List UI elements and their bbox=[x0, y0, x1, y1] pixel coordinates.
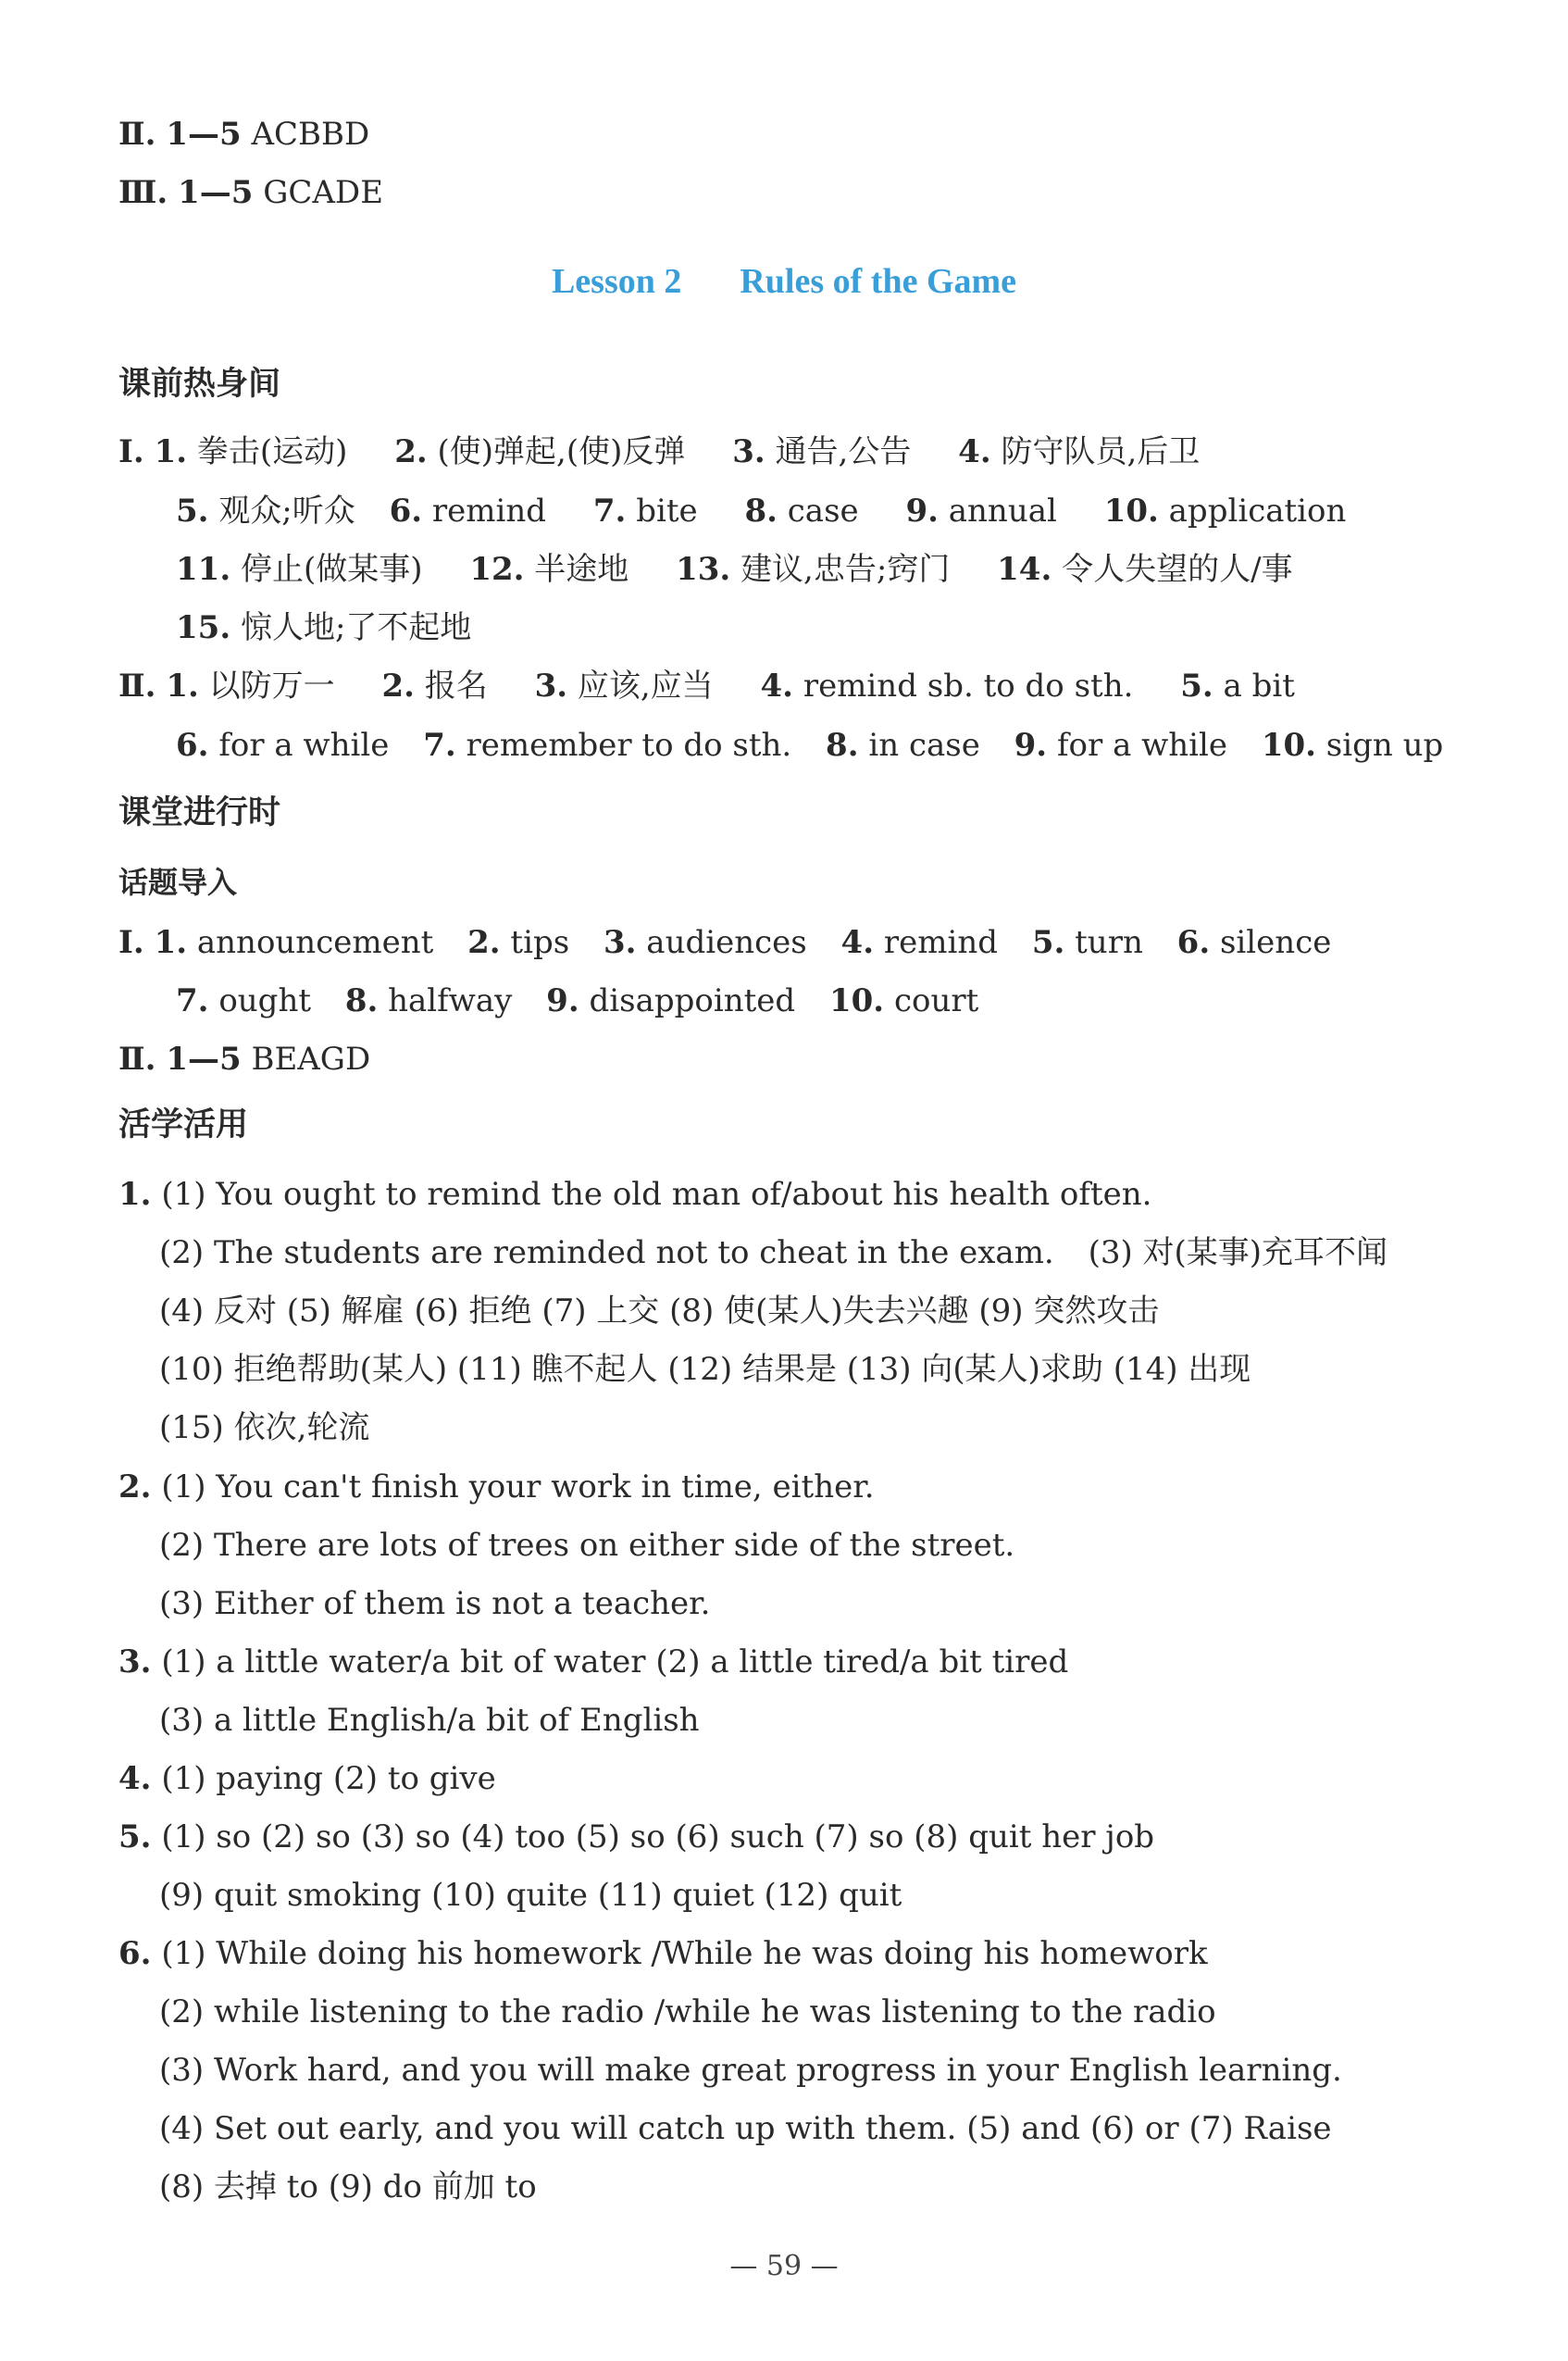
item-text: turn bbox=[1075, 924, 1143, 961]
item-num: 6. bbox=[176, 727, 209, 764]
q2-line3: (3) Either of them is not a teacher. bbox=[159, 1585, 711, 1622]
item-text: 报名 bbox=[424, 668, 488, 705]
answer-text: GCADE bbox=[263, 174, 384, 211]
item-text: ought bbox=[218, 982, 312, 1019]
item-num: 1. bbox=[154, 924, 188, 961]
item-num: 2. bbox=[394, 433, 428, 470]
item-text: remind bbox=[431, 493, 547, 530]
item-text: audiences bbox=[646, 924, 807, 961]
lesson-number: Lesson 2 bbox=[551, 262, 682, 301]
warm-p1-row4 bbox=[176, 607, 471, 648]
item-num: 11. bbox=[176, 551, 231, 588]
item-num: 4. bbox=[840, 924, 875, 961]
item-text: 令人失望的人/事 bbox=[1062, 551, 1293, 588]
item-num: 7. bbox=[176, 982, 209, 1019]
q1-line4: (10) 拒绝帮助(某人) (11) 瞧不起人 (12) 结果是 (13) 向(某人)求助 (14) 出现 bbox=[159, 1351, 1251, 1388]
q2-line2: (2) There are lots of trees on either side of the street. bbox=[159, 1527, 1015, 1564]
q1-line2 bbox=[159, 1232, 1388, 1273]
class-p1-row1 bbox=[118, 922, 1331, 963]
item-text: for a while bbox=[1056, 727, 1228, 764]
item-num: 8. bbox=[344, 982, 379, 1019]
item-num: 10. bbox=[828, 982, 885, 1019]
line-text: (1) so (2) so (3) so (4) too (5) so (6) such (7) so (8) quit her job bbox=[161, 1818, 1155, 1855]
topic-heading: 话题导入 bbox=[118, 865, 238, 900]
item-num: 6. bbox=[389, 493, 423, 530]
item-text: case bbox=[787, 493, 859, 530]
class-heading: 课堂进行时 bbox=[118, 794, 281, 831]
top-part-2 bbox=[118, 114, 369, 155]
range: 1—5 bbox=[166, 1041, 242, 1078]
item-num: 5. bbox=[176, 493, 209, 530]
warm-p2-row2 bbox=[176, 725, 1443, 766]
item-text: 应该,应当 bbox=[577, 668, 714, 705]
item-text: application bbox=[1168, 493, 1347, 530]
item-text: for a while bbox=[218, 727, 390, 764]
item-num: 9. bbox=[905, 493, 939, 530]
q3-line1 bbox=[118, 1642, 1068, 1682]
line-text: (1) While doing his homework /While he was doing his homework bbox=[161, 1935, 1208, 1972]
question-num: 3. bbox=[118, 1643, 152, 1680]
warmup-heading: 课前热身间 bbox=[118, 366, 281, 403]
item-text: 半途地 bbox=[534, 551, 629, 588]
part-label: Ⅰ. bbox=[118, 433, 144, 470]
q6-line5: (8) 去掉 to (9) do 前加 to bbox=[159, 2168, 537, 2205]
line-text: (1) paying (2) to give bbox=[161, 1760, 496, 1797]
item-num: 4. bbox=[958, 433, 991, 470]
item-num: 14. bbox=[997, 551, 1052, 588]
item-text: 拳击(运动) bbox=[196, 433, 348, 470]
item-num: 1. bbox=[166, 668, 199, 705]
question-num: 5. bbox=[118, 1818, 152, 1855]
item-text: annual bbox=[948, 493, 1057, 530]
class-p1-row2 bbox=[176, 981, 978, 1021]
top-part-3 bbox=[118, 172, 383, 213]
item-num: 2. bbox=[381, 668, 415, 705]
item-num: 4. bbox=[760, 668, 793, 705]
item-num: 9. bbox=[546, 982, 579, 1019]
item-num: 8. bbox=[744, 493, 778, 530]
q4-line1 bbox=[118, 1758, 496, 1799]
item-num: 9. bbox=[1014, 727, 1048, 764]
part-label: Ⅲ. bbox=[118, 174, 168, 211]
item-text: 通告,公告 bbox=[775, 433, 912, 470]
q1-line1 bbox=[118, 1174, 1151, 1215]
line-text: (3) 对(某事)充耳不闻 bbox=[1088, 1234, 1388, 1271]
line-text: (1) You ought to remind the old man of/about his health often. bbox=[161, 1176, 1152, 1213]
item-num: 10. bbox=[1261, 727, 1316, 764]
question-num: 2. bbox=[118, 1468, 152, 1505]
answer-text: ACBBD bbox=[251, 116, 370, 153]
q6-line2: (2) while listening to the radio /while he was listening to the radio bbox=[159, 1993, 1216, 2030]
q6-line3: (3) Work hard, and you will make great progress in your English learning. bbox=[159, 2052, 1342, 2089]
item-num: 3. bbox=[603, 924, 637, 961]
line-text: (2) The students are reminded not to cheat in the exam. bbox=[159, 1234, 1054, 1271]
q1-line5: (15) 依次,轮流 bbox=[159, 1409, 370, 1446]
item-text: remember to do sth. bbox=[466, 727, 792, 764]
item-num: 2. bbox=[467, 924, 501, 961]
q1-line3: (4) 反对 (5) 解雇 (6) 拒绝 (7) 上交 (8) 使(某人)失去兴趣 (9) 突然攻击 bbox=[159, 1293, 1160, 1330]
item-num: 1. bbox=[154, 433, 188, 470]
line-text: (1) You can't finish your work in time, either. bbox=[161, 1468, 875, 1505]
item-text: announcement bbox=[196, 924, 434, 961]
item-text: sign up bbox=[1325, 727, 1444, 764]
item-text: 观众;听众 bbox=[218, 493, 355, 530]
item-num: 3. bbox=[732, 433, 765, 470]
item-text: 防守队员,后卫 bbox=[1001, 433, 1201, 470]
warm-p1-row1 bbox=[118, 431, 1200, 472]
item-num: 5. bbox=[1031, 924, 1065, 961]
q5-line1 bbox=[118, 1817, 1154, 1857]
part-label: Ⅱ. bbox=[118, 1041, 156, 1078]
item-num: 7. bbox=[423, 727, 456, 764]
item-text: tips bbox=[510, 924, 570, 961]
item-text: remind sb. to do sth. bbox=[803, 668, 1134, 705]
question-num: 4. bbox=[118, 1760, 152, 1797]
item-num: 7. bbox=[592, 493, 627, 530]
class-p2 bbox=[118, 1039, 370, 1080]
item-num: 8. bbox=[826, 727, 859, 764]
item-text: 停止(做某事) bbox=[240, 551, 423, 588]
lesson-name: Rules of the Game bbox=[740, 262, 1017, 301]
item-text: (使)弹起,(使)反弹 bbox=[437, 433, 686, 470]
use-heading: 活学活用 bbox=[118, 1106, 249, 1143]
item-num: 13. bbox=[676, 551, 731, 588]
item-text: a bit bbox=[1223, 668, 1295, 705]
part-label: Ⅱ. bbox=[118, 668, 156, 705]
page-number: — 59 — bbox=[729, 2250, 839, 2282]
q3-line2: (3) a little English/a bit of English bbox=[159, 1702, 700, 1739]
item-text: halfway bbox=[388, 982, 513, 1019]
question-num: 6. bbox=[118, 1935, 152, 1972]
item-num: 6. bbox=[1176, 924, 1211, 961]
q5-line2: (9) quit smoking (10) quite (11) quiet (12) quit bbox=[159, 1877, 902, 1914]
item-text: remind bbox=[883, 924, 999, 961]
range: 1—5 bbox=[178, 174, 254, 211]
q6-line1 bbox=[118, 1933, 1208, 1974]
part-label: Ⅰ. bbox=[118, 924, 144, 961]
q6-line4: (4) Set out early, and you will catch up with them. (5) and (6) or (7) Raise bbox=[159, 2110, 1332, 2147]
item-text: disappointed bbox=[589, 982, 796, 1019]
item-num: 10. bbox=[1103, 493, 1159, 530]
item-text: silence bbox=[1219, 924, 1332, 961]
line-text: (1) a little water/a bit of water (2) a little tired/a bit tired bbox=[161, 1643, 1069, 1680]
question-num: 1. bbox=[118, 1176, 152, 1213]
warm-p2-row1 bbox=[118, 666, 1295, 706]
item-text: in case bbox=[868, 727, 980, 764]
answer-text: BEAGD bbox=[251, 1041, 371, 1078]
item-text: 以防万一 bbox=[208, 668, 335, 705]
item-text: 建议,忠告;窍门 bbox=[740, 551, 951, 588]
lesson-title bbox=[0, 259, 1568, 304]
item-text: court bbox=[893, 982, 979, 1019]
item-num: 5. bbox=[1180, 668, 1213, 705]
q2-line1 bbox=[118, 1467, 875, 1507]
item-num: 15. bbox=[176, 609, 231, 646]
part-label: Ⅱ. bbox=[118, 116, 156, 153]
range: 1—5 bbox=[166, 116, 242, 153]
item-text: bite bbox=[636, 493, 698, 530]
warm-p1-row2 bbox=[176, 491, 1346, 531]
item-text: 惊人地;了不起地 bbox=[240, 609, 472, 646]
warm-p1-row3 bbox=[176, 549, 1293, 590]
item-num: 12. bbox=[469, 551, 525, 588]
item-num: 3. bbox=[534, 668, 568, 705]
